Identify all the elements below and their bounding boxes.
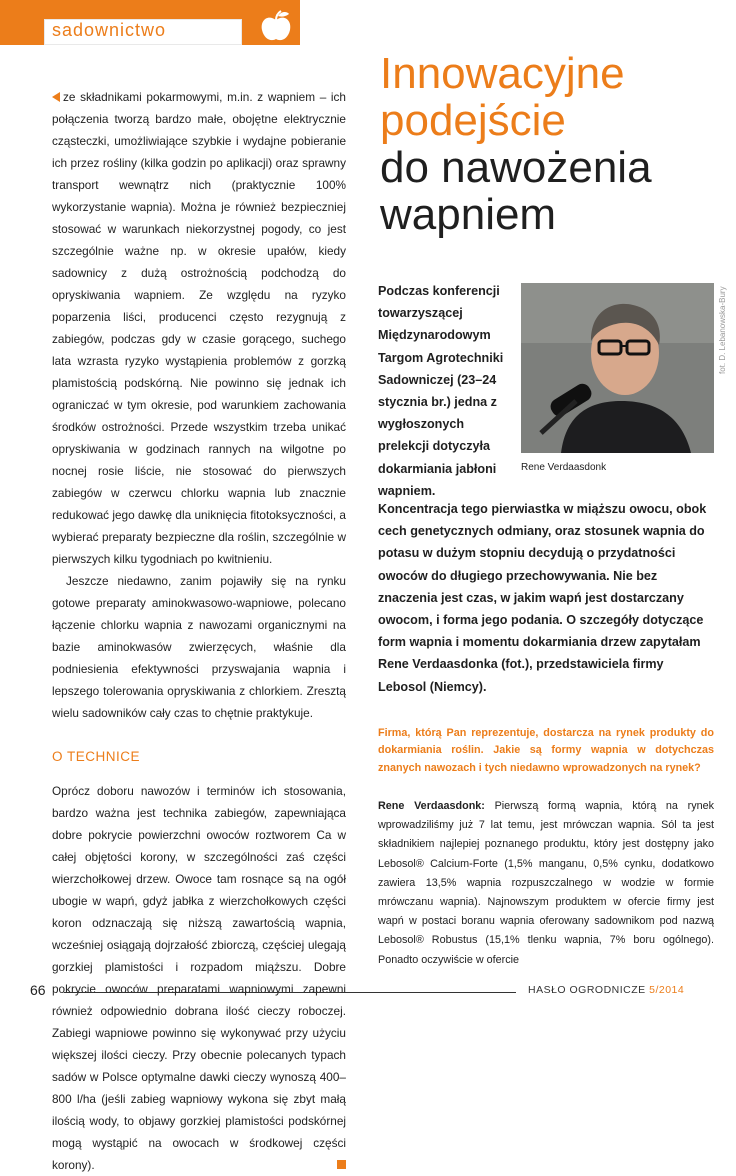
lead-paragraph-intro: Podczas konferencji towarzyszącej Międzynarodowym Targom Agrotechniki Sadowniczej (23–24 stycznia br.) jedna z wygłoszonych prelekcji dotyczyła dokarmiania jabłoni wapniem.: [378, 284, 504, 498]
interview-question: Firma, którą Pan reprezentuje, dostarcza na rynek produkty do dokarmiania roślin. Jakie są formy wapnia w dotychczas znanych nawozach i tych niedawno wprowadzonych na rynek?: [378, 727, 714, 774]
issue-number: 5/2014: [649, 984, 685, 996]
photo-caption: Rene Verdaasdonk: [521, 462, 607, 473]
paragraph-text: Oprócz doboru nawozów i terminów ich stosowania, bardzo ważna jest technika zabiegów, zapewniająca dobre pokrycie powierzchni owoców roztworem Ca w całej objętości korony, w szczególności zaś części wierzchołkowej drzew. Owoce tam rosnące są na ogół ubogie w wapń, gdyż jabłka z wierzchołkowych części koron odznaczają się niższą zawartością wapnia, wcześniej osiągają dojrzałość zbiorczą, częściej ulegają gorzkiej plamistości i rozpadom miąższu. Dobre pokrycie owoców preparatami wapniowymi zapewni również odpowiednio dobrana ilość cieczy roboczej. Zabiegi wapniowe powinno się wykonywać przy użyciu większej ilości cieczy. Przy obecnie polecanych typach sadów w Polsce optymalne dawki cieczy wynoszą 400–800 l/ha (jeśli zabieg wapniowy wykona się zbyt małą ilością wody, to objawy gorzkiej plamistości podskórnej mogą wystąpić na owocach w środkowej części korony).: [52, 784, 346, 1172]
paragraph: [52, 86, 346, 570]
answer-text: Pierwszą formą wapnia, którą na rynek wprowadziliśmy już 7 lat temu, jest mrówczan wapnia. Sól ta jest składnikiem najlepiej poznanego produktu, który jest dostępny jako Lebosol® Calcium-Forte (1,5% manganu, 0,5% cynku, dodatkowo zawiera 13,5% wapnia rozpuszczalnego w wodzie w formie mrówczanu wapnia). Najnowszym produktem w ofercie firmy jest wapń w postaci boranu wapnia oferowany sadownikom pod nazwą Lebosol® Robustus (15,1% tlenku wapnia, 7% boru ogólnego). Ponadto oczywiście w ofercie: [378, 800, 714, 966]
end-of-article-square-icon: [337, 1160, 346, 1169]
subheading: O TECHNICE: [52, 749, 141, 764]
speaker-name: Rene Verdaasdonk:: [378, 800, 485, 812]
interview-answer: [378, 797, 714, 970]
page-number: 66: [30, 982, 46, 998]
title-line: wapniem: [380, 190, 557, 239]
continuation-arrow-icon: [52, 92, 60, 102]
lead-paragraph-body: Koncentracja tego pierwiastka w miąższu owocu, obok cech genetycznych odmiany, oraz stosunek wapnia do potasu w dużym stopniu decydują o przydatności owoców do długiego przechowywania. Nie bez znaczenia jest czas, w jakim wapń jest dostarczany owocom, i forma jego podania. O szczegóły dotyczące form wapnia i momentu dokarmiania drzew zapytałam Rene Verdaasdonka (fot.), przedstawiciela firmy Lebosol (Niemcy).: [378, 502, 707, 694]
article-title: [380, 50, 720, 238]
apple-icon: [258, 8, 294, 44]
title-line: podejście: [380, 96, 566, 145]
portrait-illustration: [521, 283, 714, 453]
photo-credit: fot. D. Lebanowska-Bury: [718, 286, 727, 374]
title-line: Innowacyjne: [380, 49, 625, 98]
portrait-photo: [521, 283, 714, 453]
section-label: sadownictwo: [52, 20, 167, 40]
paragraph-text: ze składnikami pokarmowymi, m.in. z wapniem – ich połączenia tworzą bardzo małe, obojętne elektrycznie cząsteczki, umożliwiające szybkie i wydajne pobieranie ich przez rośliny (kilka godzin po aplikacji) oraz sprawny transport wewnątrz nich (praktycznie 100% wykorzystanie wapnia). Można je również bezpieczniej stosować w warunkach niekorzystnej pogody, co jest szczególnie ważne np. w okresie upałów, kiedy sadownicy z dużą ostrożnością podchodzą do opryskiwania wapniem. Ze względu na ryzyko poparzenia liści, producenci często rezygnują z zabiegów, podczas gdy w czasie gorącego, suchego lata wzrasta ryzyko wystąpienia problemów z gorzką plamistością podskórną. Nie powinno się jednak ich ograniczać w tym okresie, pod warunkiem zachowania środków ostrożności. Przede wszystkim trzeba unikać opryskiwania w godzinach rannych na wilgotne po nocnej rosie liście, nie stosować do pierwszych zabiegów w czerwcu chlorku wapnia lub znacznie redukować jego dawkę dla uniknięcia fitotoksyczności, a wybierać preparaty bezpieczne dla roślin, szczególnie w pierwszych kilku tygodniach po kwitnieniu.: [52, 90, 346, 566]
magazine-name: HASŁO OGRODNICZE: [528, 984, 646, 996]
paragraph: [52, 780, 346, 1176]
title-line: do nawożenia: [380, 143, 652, 192]
paragraph: Jeszcze niedawno, zanim pojawiły się na rynku gotowe preparaty aminokwasowo-wapniowe, polecano łączenie chlorku wapnia z nawozami organicznymi na bazie aminokwasów zwierzęcych, właśnie dla podniesienia efektywności przyswajania wapnia i lepszego tolerowania opryskiwania z chlorkiem. Zresztą wielu sadowników cały czas to chętnie praktykuje.: [52, 574, 346, 720]
footer-divider: [64, 992, 516, 993]
magazine-footer: [528, 984, 684, 996]
left-column: [52, 86, 346, 1176]
